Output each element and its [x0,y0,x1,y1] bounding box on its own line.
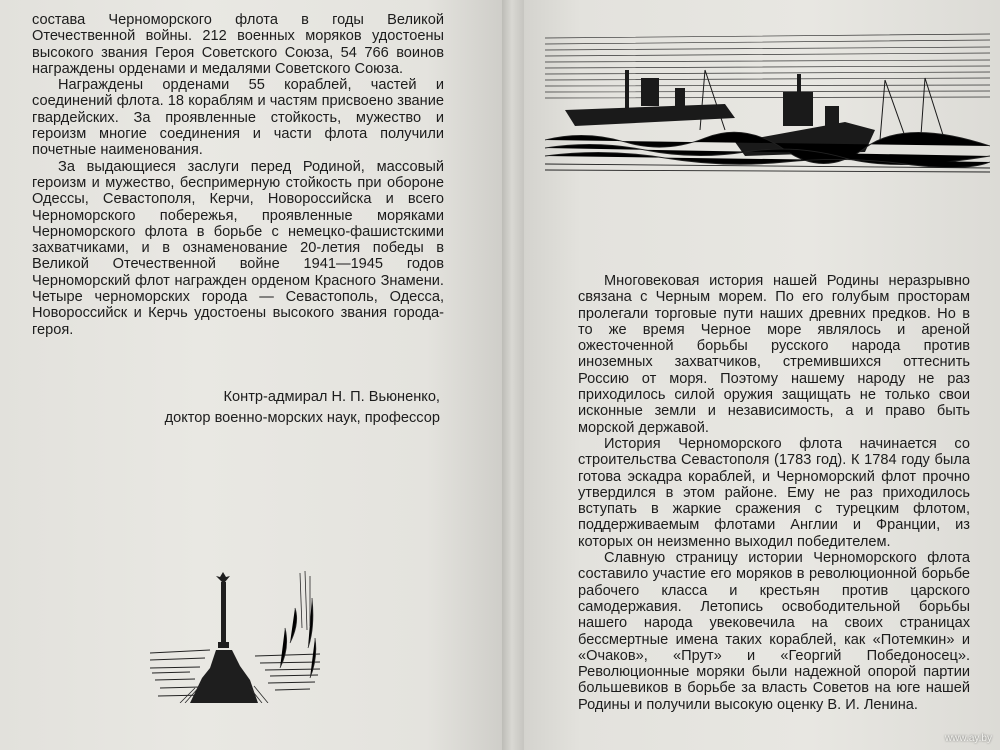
right-paragraph-2: История Черноморского флота начинается со строительства Севастополя (1783 год). К 1784 году была готова эскадра кораблей, и Черноморский флот прочно утвердился в этом районе. Ему не раз приходилось вступать в жаркие сражения с турецким флотом, поддерживаемым флотами Англии и Франции, из которых он неизменно выходил победителем. [578,435,970,550]
left-paragraph-3: За выдающиеся заслуги перед Родиной, массовый героизм и мужество, беспримерную стойкость при обороне Одессы, Севастополя, Керчи, Новороссийска и всего Черноморского побережья, проявленные моряками Черноморского флота в борьбе с немецко-фашистскими захватчиками, и в ознаменование 20-летия победы в Великой Отечественной войне 1941—1945 годов Черноморский флот награжден орденом Красного Знамени. Четыре черноморских города — Севастополь, Одесса, Новороссийск и Керчь удостоены высокого звания города-героя. [32,158,444,338]
monument-illustration [150,568,320,703]
book-gutter [502,0,524,750]
warships-illustration [545,30,990,175]
right-paragraph-3: Славную страницу истории Черноморского флота составило участие его моряков в революционной борьбе рабочего класса и крестьян против царского самодержавия. Летопись освободительной борьбы нашего народа увековечила на своих страницах бессмертные имена таких кораблей, как «Потемкин» и «Очаков», «Прут» и «Георгий Победоносец». Революционные моряки были надежной опорой партии большевиков в борьбе за власть Советов на юге нашей Родины и получили высокую оценку В. И. Ленина. [578,550,970,713]
left-page-text [32,12,444,338]
right-page-text [578,273,970,713]
signature-name: Контр-адмирал Н. П. Вьюненко, [223,389,440,405]
right-paragraph-1: Многовековая история нашей Родины неразрывно связана с Черным морем. По его голубым просторам пролегали торговые пути наших древних предков. Но в то же время Черное море являлось и ареной ожесточенной борьбы русского народа против иноземных захватчиков, стремившихся оттеснить Россию от моря. Поэтому нашему народу не раз приходилось силой оружия защищать не только свои исконные земли и независимость, а и право быть морской державой. [578,273,970,436]
left-paragraph-1: состава Черноморского флота в годы Великой Отечественной войны. 212 военных моряков удостоены высокого звания Героя Советского Союза, 54 766 воинов награждены орденами и медалями Советского Союза. [32,12,444,77]
signature-title: доктор военно-морских наук, профессор [164,410,440,426]
author-signature [120,387,440,429]
left-paragraph-2: Награждены орденами 55 кораблей, частей и соединений флота. 18 кораблям и частям присвоено звание гвардейских. За проявленные стойкость, мужество и героизм многие соединения и части флота получили почетные наименования. [32,77,444,159]
watermark: www.ay.by [944,733,992,744]
